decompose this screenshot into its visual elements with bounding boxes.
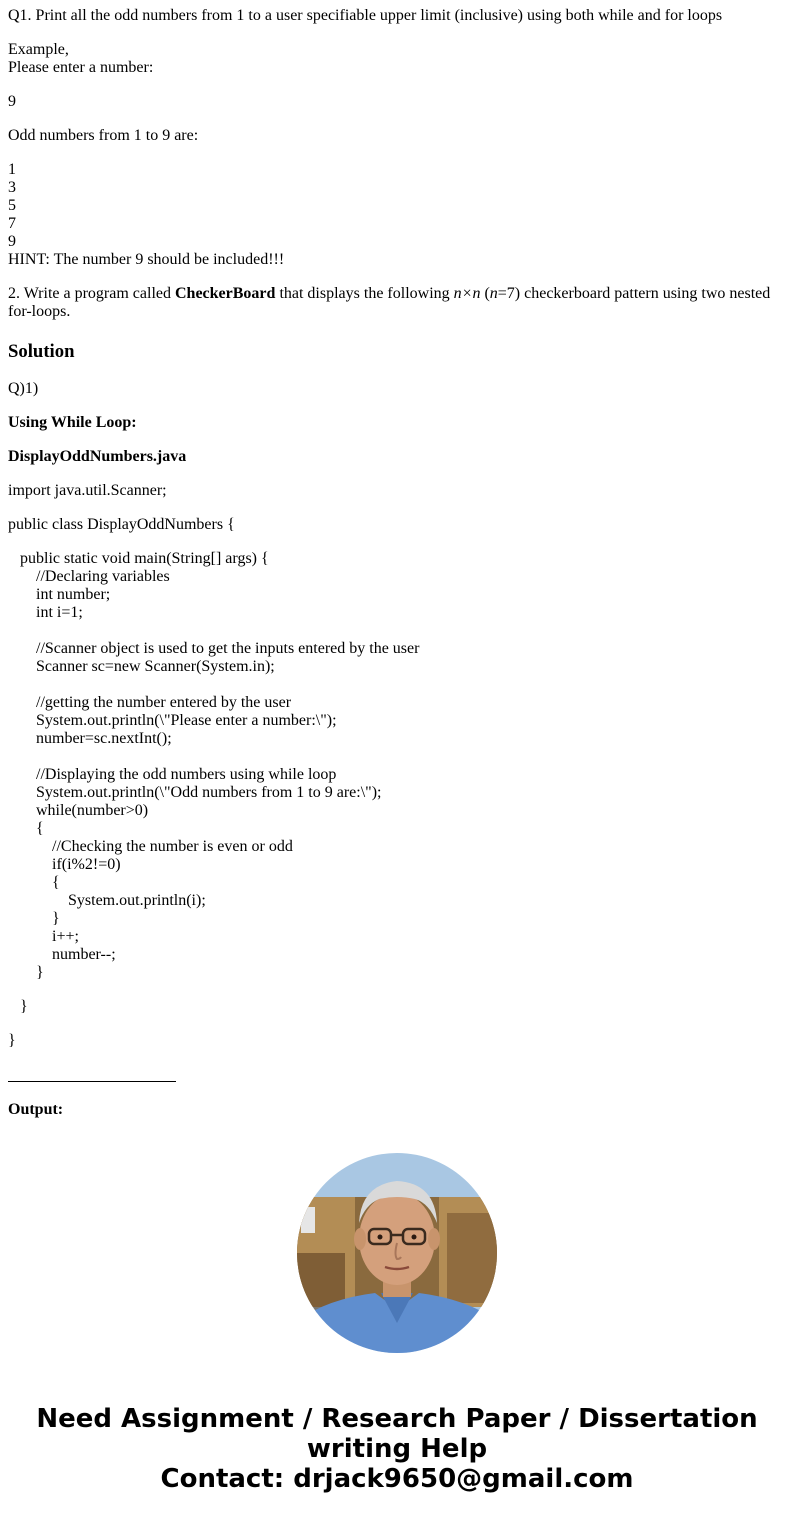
code-line: { xyxy=(8,820,44,837)
code-line: number--; xyxy=(8,946,116,963)
while-loop-heading: Using While Loop: xyxy=(8,414,137,431)
odd-number-item: 3 xyxy=(8,179,16,196)
code-line: } xyxy=(8,1032,16,1049)
code-line: //Declaring variables xyxy=(8,568,170,585)
code-line: System.out.println(\"Please enter a number:\"); xyxy=(8,712,337,729)
q2-prefix: 2. Write a program called xyxy=(8,285,175,302)
promo-contact: Contact: drjack9650@gmail.com xyxy=(160,1464,634,1494)
example-label: Example, xyxy=(8,41,69,58)
checkerboard-name: CheckerBoard xyxy=(175,285,276,302)
code-line: int number; xyxy=(8,586,111,603)
example-prompt: Please enter a number: xyxy=(8,59,154,76)
code-line: } xyxy=(8,964,44,981)
tutor-avatar xyxy=(297,1153,497,1353)
q2-suffix: =7) checkerboard pattern using two nested for-loops. xyxy=(8,285,771,320)
code-line: if(i%2!=0) xyxy=(8,856,121,873)
promo-line-1: Need Assignment / Research Paper / Dissertation xyxy=(36,1404,758,1434)
code-line: System.out.println(i); xyxy=(8,892,206,909)
code-line: int i=1; xyxy=(8,604,83,621)
code-line: //Checking the number is even or odd xyxy=(8,838,293,855)
code-line: //getting the number entered by the user xyxy=(8,694,292,711)
code-line: number=sc.nextInt(); xyxy=(8,730,172,747)
question-2-text xyxy=(8,285,783,321)
code-line: i++; xyxy=(8,928,79,945)
q2-mid: that displays the following xyxy=(275,285,454,302)
odd-number-item: 5 xyxy=(8,197,16,214)
hint-text: HINT: The number 9 should be included!!! xyxy=(8,251,285,268)
code-line: public class DisplayOddNumbers { xyxy=(8,516,235,533)
code-line: while(number>0) xyxy=(8,802,149,819)
code-line: System.out.println(\"Odd numbers from 1 to 9 are:\"); xyxy=(8,784,382,801)
example-result-heading: Odd numbers from 1 to 9 are: xyxy=(8,127,199,144)
code-line: import java.util.Scanner; xyxy=(8,482,167,499)
code-line: //Displaying the odd numbers using while loop xyxy=(8,766,337,783)
solution-question-label: Q)1) xyxy=(8,380,39,397)
output-label: Output: xyxy=(8,1101,64,1118)
example-input: 9 xyxy=(8,93,16,110)
code-line: public static void main(String[] args) { xyxy=(8,550,269,567)
tutor-photo xyxy=(297,1153,497,1353)
promo-line-2: writing Help xyxy=(306,1434,488,1464)
code-line: Scanner sc=new Scanner(System.in); xyxy=(8,658,275,675)
code-line: { xyxy=(8,874,60,891)
odd-number-item: 1 xyxy=(8,161,16,178)
solution-heading: Solution xyxy=(8,341,75,362)
q2-paren: ( xyxy=(480,285,490,302)
odd-number-item: 9 xyxy=(8,233,16,250)
separator-line xyxy=(8,1081,176,1082)
code-line: //Scanner object is used to get the inputs entered by the user xyxy=(8,640,420,657)
question-1-text: Q1. Print all the odd numbers from 1 to a user specifiable upper limit (inclusive) using both while and for loops xyxy=(8,7,723,24)
odd-number-item: 7 xyxy=(8,215,16,232)
code-line: } xyxy=(8,910,60,927)
q2-n: n xyxy=(489,285,498,302)
file-name: DisplayOddNumbers.java xyxy=(8,448,187,465)
q2-formula: n×n xyxy=(453,285,481,302)
code-line: } xyxy=(8,998,28,1015)
